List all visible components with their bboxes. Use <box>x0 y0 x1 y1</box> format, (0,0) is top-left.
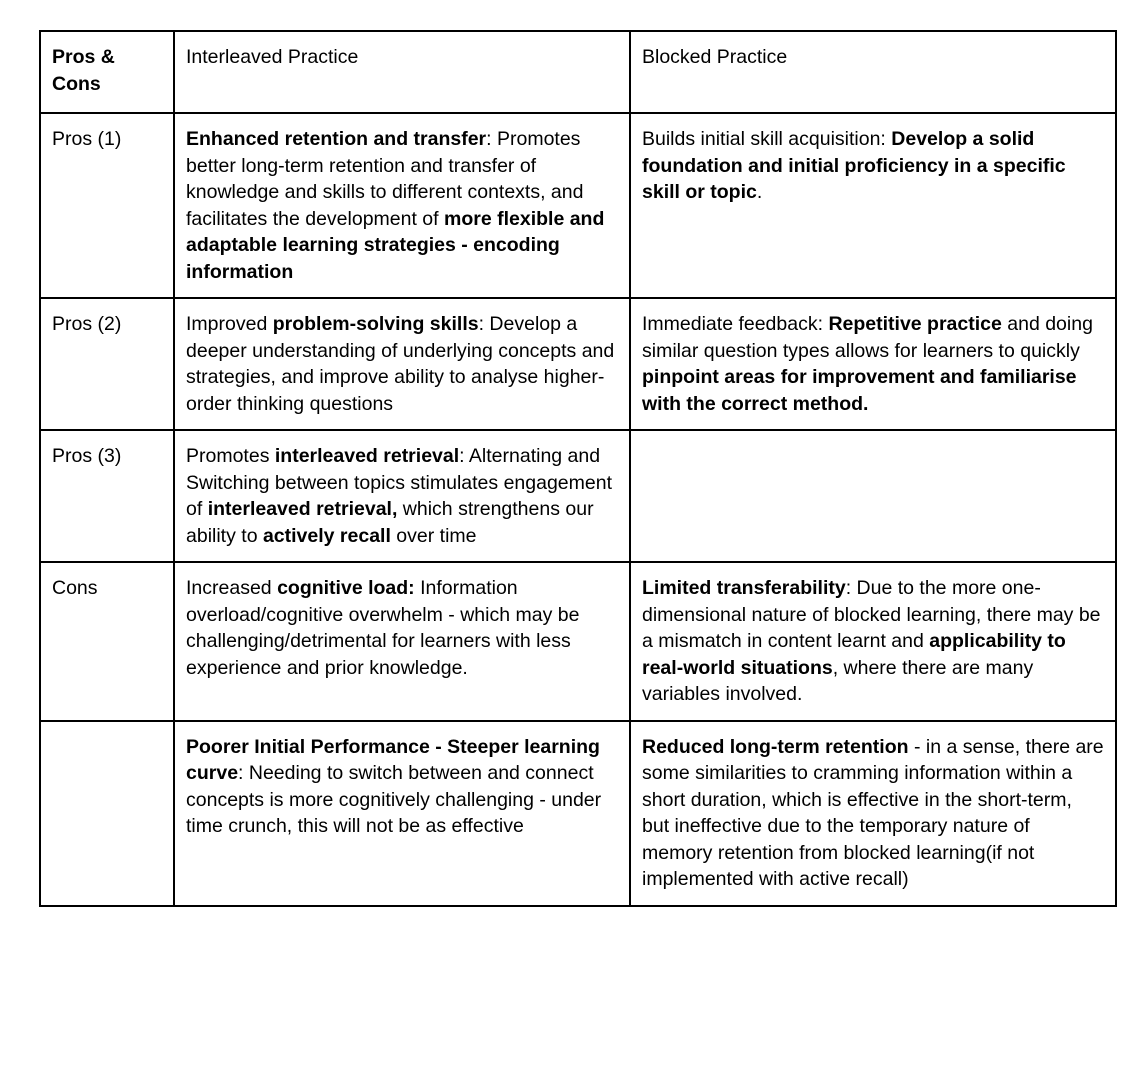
cell-text: Improved problem-solving skills: Develop a deeper understanding of underlying concepts and strategies, and improve ability to analyse higher-order thinking questions <box>186 313 615 415</box>
column-header-interleaved-practice <box>174 31 630 113</box>
table-header-row <box>40 31 1116 113</box>
cell-pros-3-blocked-empty <box>630 430 1116 562</box>
row-label-pros-1 <box>40 113 174 298</box>
cell-text: Immediate feedback: Repetitive practice and doing similar question types allows for learners to quickly pinpoint areas for improvement and familiarise with the correct method. <box>642 313 1093 415</box>
column-header-pros-cons <box>40 31 174 113</box>
cell-cons-interleaved <box>174 562 630 721</box>
column-header-blocked-practice <box>630 31 1116 113</box>
pros-cons-comparison-table <box>39 30 1117 907</box>
row-label-cons <box>40 562 174 721</box>
cell-pros-1-blocked <box>630 113 1116 298</box>
table-row <box>40 298 1116 430</box>
row-label-empty <box>40 721 174 906</box>
cell-text: Enhanced retention and transfer: Promotes better long-term retention and transfer of knowledge and skills to different contexts, and facilitates the development of more flexible and adaptable learning strategies - encoding information <box>186 128 605 283</box>
row-label-text: Pros (1) <box>52 128 122 150</box>
column-header-interleaved-practice-label: Interleaved Practice <box>186 46 359 68</box>
cell-cons-2-interleaved <box>174 721 630 906</box>
column-header-blocked-practice-label: Blocked Practice <box>642 46 788 68</box>
row-label-text: Cons <box>52 577 98 600</box>
row-label-text: Pros (2) <box>52 313 122 336</box>
cell-pros-2-interleaved <box>174 298 630 430</box>
cell-cons-blocked <box>630 562 1116 721</box>
cell-text: Builds initial skill acquisition: Develop a solid foundation and initial proficiency in a specific skill or topic. <box>642 128 1066 204</box>
row-label-text: Pros (3) <box>52 445 122 468</box>
table-row <box>40 430 1116 562</box>
table-row <box>40 113 1116 298</box>
cell-text: Poorer Initial Performance - Steeper learning curve: Needing to switch between and connect concepts is more cognitively challenging - under time crunch, this will not be as effective <box>186 735 602 838</box>
cell-pros-3-interleaved <box>174 430 630 562</box>
table-row <box>40 721 1116 906</box>
column-header-pros-cons-label: Pros & Cons <box>52 46 115 95</box>
table-row <box>40 562 1116 721</box>
cell-text: Increased cognitive load: Information overload/cognitive overwhelm - which may be challenging/detrimental for learners with less experience and prior knowledge. <box>186 577 580 679</box>
cell-text: Promotes interleaved retrieval: Alternating and Switching between topics stimulates engagement of interleaved retrieval, which strengthens our ability to actively recall over time <box>186 445 612 547</box>
cell-pros-1-interleaved <box>174 113 630 298</box>
cell-pros-2-blocked <box>630 298 1116 430</box>
row-label-pros-2 <box>40 298 174 430</box>
cell-text: Reduced long-term retention - in a sense, there are some similarities to cramming information within a short duration, which is effective in the short-term, but ineffective due to the temporary nature of memory retention from blocked learning(if not implemented with active recall) <box>642 735 1104 891</box>
row-label-pros-3 <box>40 430 174 562</box>
cell-text: Limited transferability: Due to the more one-dimensional nature of blocked learning, there may be a mismatch in content learnt and applicability to real-world situations, where there are many variables involved. <box>642 577 1101 706</box>
cell-cons-2-blocked <box>630 721 1116 906</box>
